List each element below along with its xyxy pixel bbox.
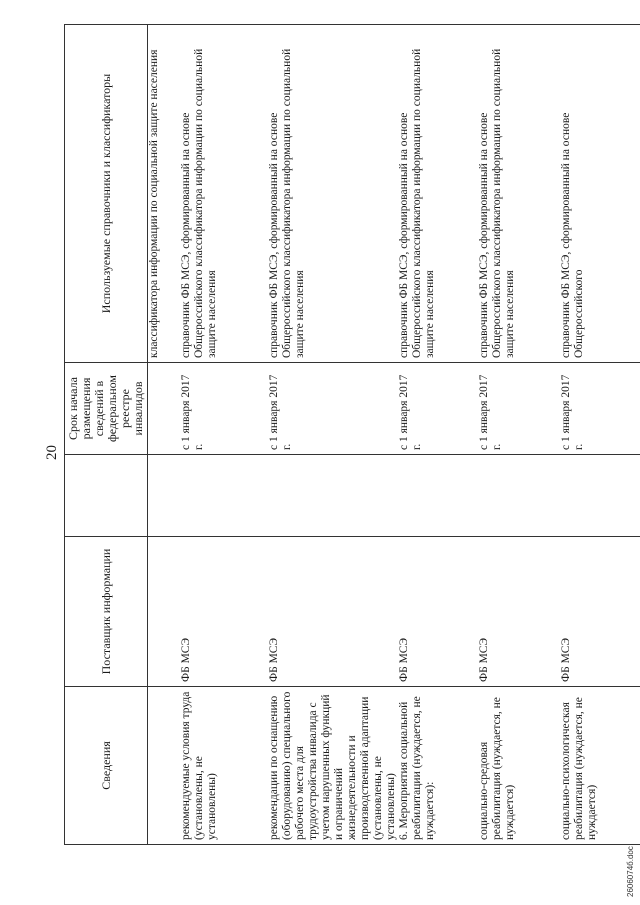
svedeniya-text: социально-психологическая реабилитация (нуждается, не нуждается) (560, 697, 598, 840)
page-number: 20 (44, 445, 60, 460)
cell-postavshchik (560, 537, 640, 687)
cell-postavshchik (398, 537, 478, 687)
table-row (180, 25, 268, 845)
postavshchik-text: ФБ МСЭ (560, 637, 572, 682)
cell-spravochniki (148, 25, 181, 363)
srok-text: с 1 января 2017 г. (268, 374, 293, 450)
cell-svedeniya (398, 687, 478, 845)
postavshchik-text: ФБ МСЭ (478, 637, 490, 682)
cell-srok (398, 363, 478, 455)
cell-srok (560, 363, 640, 455)
cell-spravochniki (398, 25, 478, 363)
cell-istochnik (478, 455, 560, 537)
header-postavshchik: Поставщик информации (65, 537, 148, 687)
cell-srok (478, 363, 560, 455)
svedeniya-text: рекомендуемые условия труда (установлены, не установлены) (180, 691, 218, 840)
table-row (268, 25, 398, 845)
cell-spravochniki (478, 25, 560, 363)
table-row (398, 25, 478, 845)
svedeniya-text: рекомендации по оснащению (оборудованию) специального рабочего места для трудоустройства инвалида с учетом нарушенных функций и ограничений жизнедеятельности и производственной адаптации (установлены, не установлены) (268, 691, 397, 840)
spravochniki-text: справочник ФБ МСЭ, сформированный на основе Общероссийского классификатора информации по социальной защите населения (398, 48, 436, 358)
cell-istochnik (268, 455, 398, 537)
header-spravochniki: Используемые справочники и классификаторы (65, 25, 148, 363)
spravochniki-text: справочник ФБ МСЭ, сформированный на основе Общероссийского классификатора информации по социальной защите населения (478, 48, 516, 358)
cell-spravochniki (560, 25, 640, 363)
cell-istochnik (148, 455, 181, 537)
header-svedeniya: Сведения (65, 687, 148, 845)
srok-text: с 1 января 2017 г. (180, 374, 205, 450)
postavshchik-text: ФБ МСЭ (180, 637, 192, 682)
cell-postavshchik (478, 537, 560, 687)
table-header-row (65, 25, 148, 845)
cell-istochnik (560, 455, 640, 537)
cell-postavshchik (148, 537, 181, 687)
postavshchik-text: ФБ МСЭ (398, 637, 410, 682)
cell-svedeniya (560, 687, 640, 845)
svedeniya-text: социально-средовая реабилитация (нуждается, не нуждается) (478, 697, 516, 840)
spravochniki-text: справочник ФБ МСЭ, сформированный на основе Общероссийского классификатора информации по социальной защите населения (180, 48, 218, 358)
cell-srok (268, 363, 398, 455)
cell-postavshchik (268, 537, 398, 687)
srok-text: с 1 января 2017 г. (398, 374, 423, 450)
table-row (560, 25, 640, 845)
cell-svedeniya (180, 687, 268, 845)
cell-srok (148, 363, 181, 455)
table-row (478, 25, 560, 845)
svedeniya-text: 6. Мероприятия социальной реабилитации (нуждается, не нуждается): (398, 696, 436, 840)
cell-spravochniki (268, 25, 398, 363)
spravochniki-text: классификатора информации по социальной защите населения (148, 49, 160, 358)
cell-postavshchik (180, 537, 268, 687)
srok-text: с 1 января 2017 г. (478, 374, 503, 450)
info-table (64, 24, 640, 845)
cell-svedeniya (268, 687, 398, 845)
postavshchik-text: ФБ МСЭ (268, 637, 280, 682)
header-srok: Срок начала размещения сведений в федеральном реестре инвалидов (65, 363, 148, 455)
srok-text: с 1 января 2017 г. (560, 374, 585, 450)
header-istochnik (65, 455, 148, 537)
cell-istochnik (398, 455, 478, 537)
document-code: 2606074б.doc (626, 846, 635, 897)
cell-srok (180, 363, 268, 455)
table-row-continuation (148, 25, 181, 845)
cell-istochnik (180, 455, 268, 537)
spravochniki-text: справочник ФБ МСЭ, сформированный на основе Общероссийского (560, 112, 585, 358)
cell-svedeniya (148, 687, 181, 845)
cell-svedeniya (478, 687, 560, 845)
cell-spravochniki (180, 25, 268, 363)
spravochniki-text: справочник ФБ МСЭ, сформированный на основе Общероссийского классификатора информации по социальной защите населения (268, 48, 306, 358)
